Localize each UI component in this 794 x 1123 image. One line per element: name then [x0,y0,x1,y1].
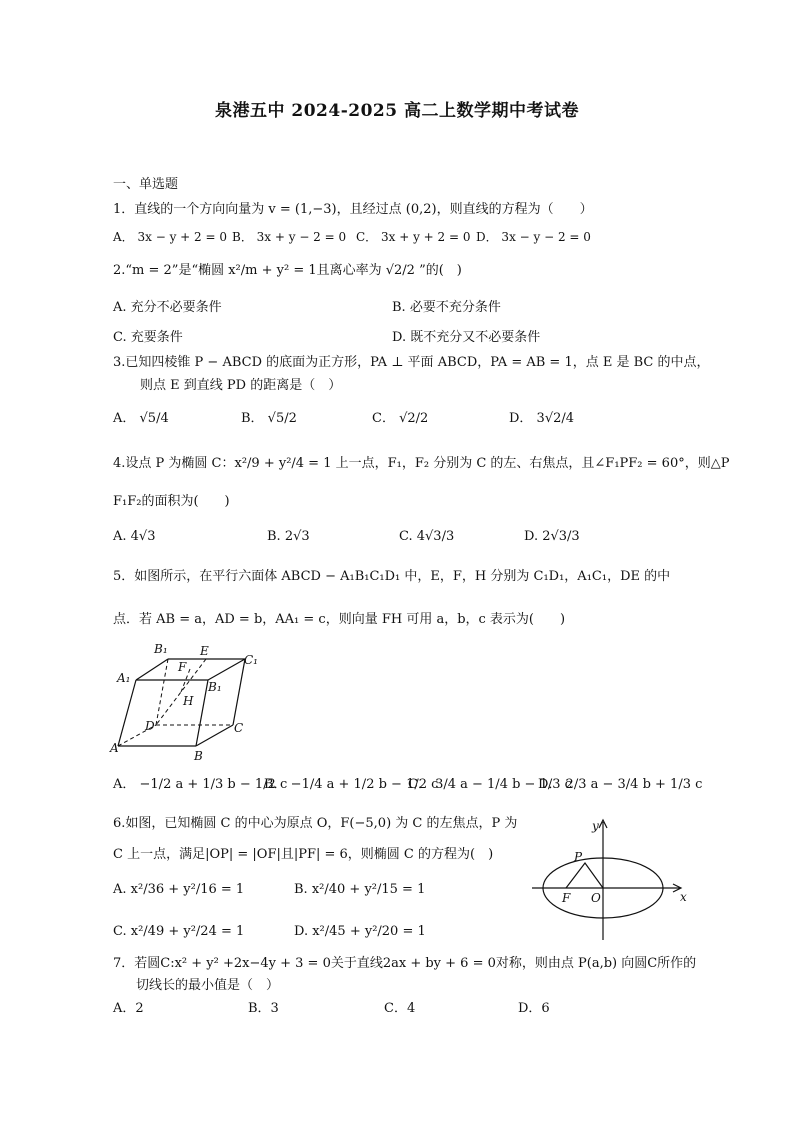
question-6-option-d: D. x²/45 + y²/20 = 1 [294,924,426,939]
question-4-option-b: B. 2√3 [267,529,310,544]
page-title: 泉港五中 2024-2025 高二上数学期中考试卷 [214,101,580,121]
question-1-option-c: C． 3x + y + 2 = 0 [356,230,471,244]
question-7-option-d: D．6 [518,1001,550,1016]
question-1-option-d: D． 3x − y − 2 = 0 [476,230,591,244]
question-5-option-c: C． 3/4 a − 1/4 b − 1/3 c [408,777,572,792]
question-5-option-d: D． 2/3 a − 3/4 b + 1/3 c [538,777,703,792]
figure-label-a1: A₁ [117,671,131,685]
question-7-option-c: C．4 [384,1001,416,1016]
figure-label-e: E [200,644,209,658]
figure-label-b: B [194,749,203,763]
question-7-option-a: A．2 [113,1001,144,1016]
question-3-stem-line-2: 则点 E 到直线 PD 的距离是（ ） [140,378,342,393]
question-5-option-a: A． −1/2 a + 1/3 b − 1/2 c [113,777,288,792]
figure-label-h: H [183,694,194,708]
question-7-stem-line-2: 切线长的最小值是（ ） [136,978,280,993]
axis-label-x: x [680,890,687,904]
question-6-stem-line-1: 6.如图，已知椭圆 C 的中心为原点 O，F(−5,0) 为 C 的左焦点，P 为 [113,816,518,831]
question-3-stem-line-1: 3.已知四棱锥 P − ABCD 的底面为正方形，PA ⊥ 平面 ABCD，PA = AB = 1，点 E 是 BC 的中点， [113,355,710,370]
question-6-option-c: C. x²/49 + y²/24 = 1 [113,924,245,939]
question-4-option-c: C. 4√3/3 [399,529,455,544]
question-7-stem-line-1: 7．若圆C:x² + y² +2x−4y + 3 = 0关于直线2ax + by + 6 = 0对称，则由点 P(a,b) 向圆C所作的 [113,956,697,971]
question-3-option-b: B． √5/2 [241,411,297,426]
point-label-p: P [574,850,583,864]
question-1-stem: 1．直线的一个方向向量为 v = (1,−3)，且经过点 (0,2)，则直线的方程为（ ） [113,202,593,217]
figure-label-b1-right: B₁ [208,680,222,694]
question-4-stem-line-1: 4.设点 P 为椭圆 C：x²/9 + y²/4 = 1 上一点，F₁，F₂ 分别为 C 的左、右焦点，且∠F₁PF₂ = 60°，则△P [113,456,730,471]
figure-label-c: C [234,721,244,735]
figure-label-c1: C₁ [244,653,258,667]
figure-label-d: D [145,719,155,733]
question-4-stem-line-2: F₁F₂的面积为( ) [113,494,230,509]
question-7-option-b: B．3 [248,1001,279,1016]
question-3-option-c: C． √2/2 [372,411,429,426]
question-6-stem-line-2: C 上一点，满足|OP| = |OF|且|PF| = 6，则椭圆 C 的方程为( ) [113,847,494,862]
question-1-option-a: A． 3x − y + 2 = 0 [113,230,227,244]
question-3-option-a: A． √5/4 [113,411,169,426]
section-heading: 一、单选题 [113,177,179,192]
axis-label-y: y [592,819,599,833]
question-6-option-b: B. x²/40 + y²/15 = 1 [294,882,426,897]
question-5-option-b: B． −1/4 a + 1/2 b − 1/2 c [264,777,439,792]
parallelepiped-figure [108,638,268,766]
ellipse-figure [530,812,695,942]
question-2-option-d: D. 既不充分又不必要条件 [392,330,541,345]
question-2-option-c: C. 充要条件 [113,330,183,345]
figure-label-b1-top: B₁ [154,642,168,656]
question-5-stem-line-2: 点．若 AB = a，AD = b，AA₁ = c，则向量 FH 可用 a，b，c 表示为( ) [113,612,566,627]
figure-label-f: F [178,660,187,674]
question-2-option-b: B. 必要不充分条件 [392,300,501,315]
point-label-o: O [591,891,601,905]
figure-label-a: A [110,741,119,755]
question-2-stem: 2.“m = 2”是“椭圆 x²/m + y² = 1且离心率为 √2/2 ”的( ) [113,263,462,278]
question-4-option-a: A. 4√3 [113,529,156,544]
question-5-stem-line-1: 5．如图所示，在平行六面体 ABCD − A₁B₁C₁D₁ 中，E，F，H 分别为 C₁D₁，A₁C₁，DE 的中 [113,569,671,584]
question-6-option-a: A. x²/36 + y²/16 = 1 [113,882,245,897]
question-4-option-d: D. 2√3/3 [524,529,580,544]
point-label-f: F [562,891,571,905]
question-3-option-d: D． 3√2/4 [509,411,575,426]
question-2-option-a: A. 充分不必要条件 [113,300,222,315]
question-1-option-b: B． 3x + y − 2 = 0 [232,230,347,244]
